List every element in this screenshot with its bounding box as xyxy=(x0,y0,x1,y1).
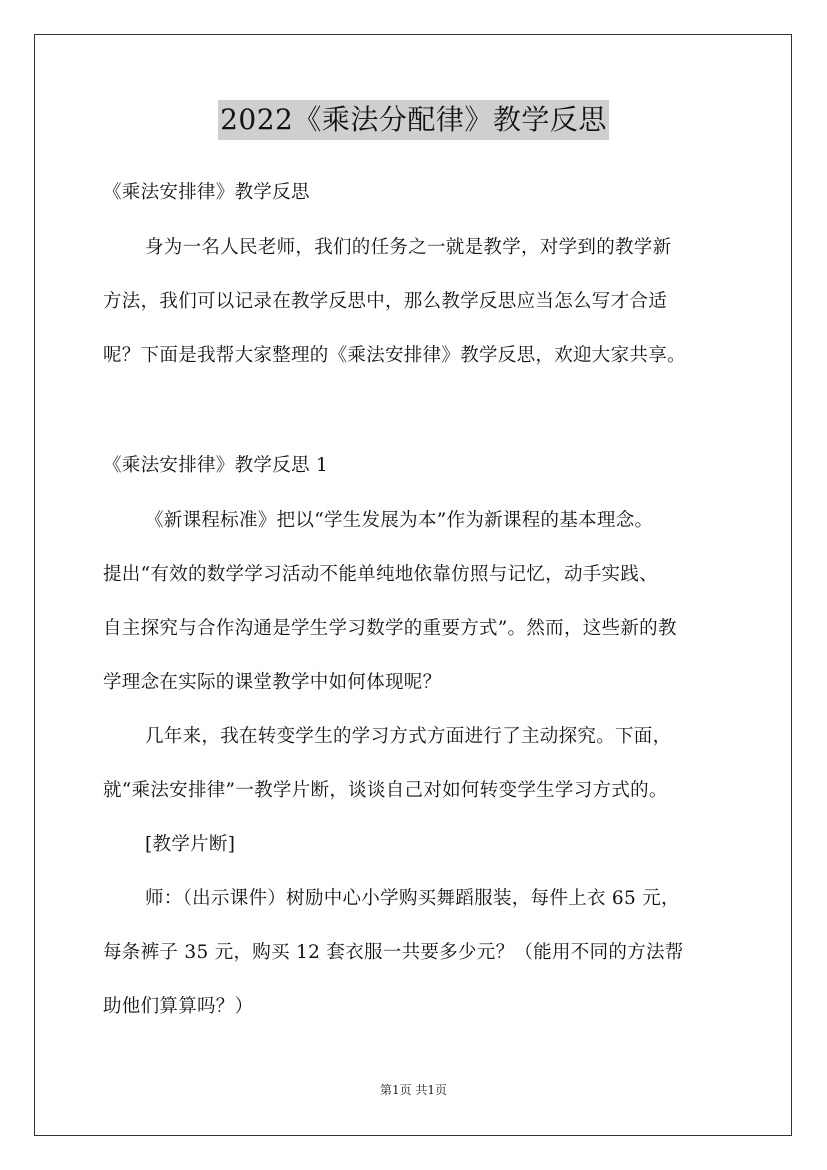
section-heading: 《乘法安排律》教学反思 1 xyxy=(103,455,329,476)
body-line: 每条裤子 35 元，购买 12 套衣服一共要多少元？（能用不同的方法帮 xyxy=(103,942,684,963)
body-line: 《新课程标准》把以“学生发展为本”作为新课程的基本理念。 xyxy=(145,510,654,531)
document-title: 2022《乘法分配律》教学反思 xyxy=(218,100,609,140)
title-wrap xyxy=(0,100,827,140)
page-footer: 第1页 共1页 xyxy=(379,1083,448,1097)
body-line: 几年来，我在转变学生的学习方式方面进行了主动探究。下面， xyxy=(145,726,672,747)
body-line: 提出“有效的数学学习活动不能单纯地依靠仿照与记忆，动手实践、 xyxy=(103,564,658,585)
body-line: 师：（出示课件）树励中心小学购买舞蹈服装，每件上衣 65 元， xyxy=(145,888,680,909)
body-line: [教学片断] xyxy=(145,834,236,855)
intro-line: 身为一名人民老师，我们的任务之一就是教学，对学到的教学新 xyxy=(145,237,672,258)
body-line: 就“乘法安排律”一教学片断，谈谈自己对如何转变学生学习方式的。 xyxy=(103,780,668,801)
body-line: 学理念在实际的课堂教学中如何体现呢？ xyxy=(103,672,442,693)
subtitle: 《乘法安排律》教学反思 xyxy=(103,182,310,203)
body-line: 自主探究与合作沟通是学生学习数学的重要方式”。然而，这些新的教 xyxy=(103,618,677,639)
intro-line: 方法，我们可以记录在教学反思中，那么教学反思应当怎么写才合适 xyxy=(103,291,668,312)
body-line: 助他们算算吗？） xyxy=(103,996,254,1017)
intro-line: 呢？下面是我帮大家整理的《乘法安排律》教学反思，欢迎大家共享。 xyxy=(103,345,686,366)
